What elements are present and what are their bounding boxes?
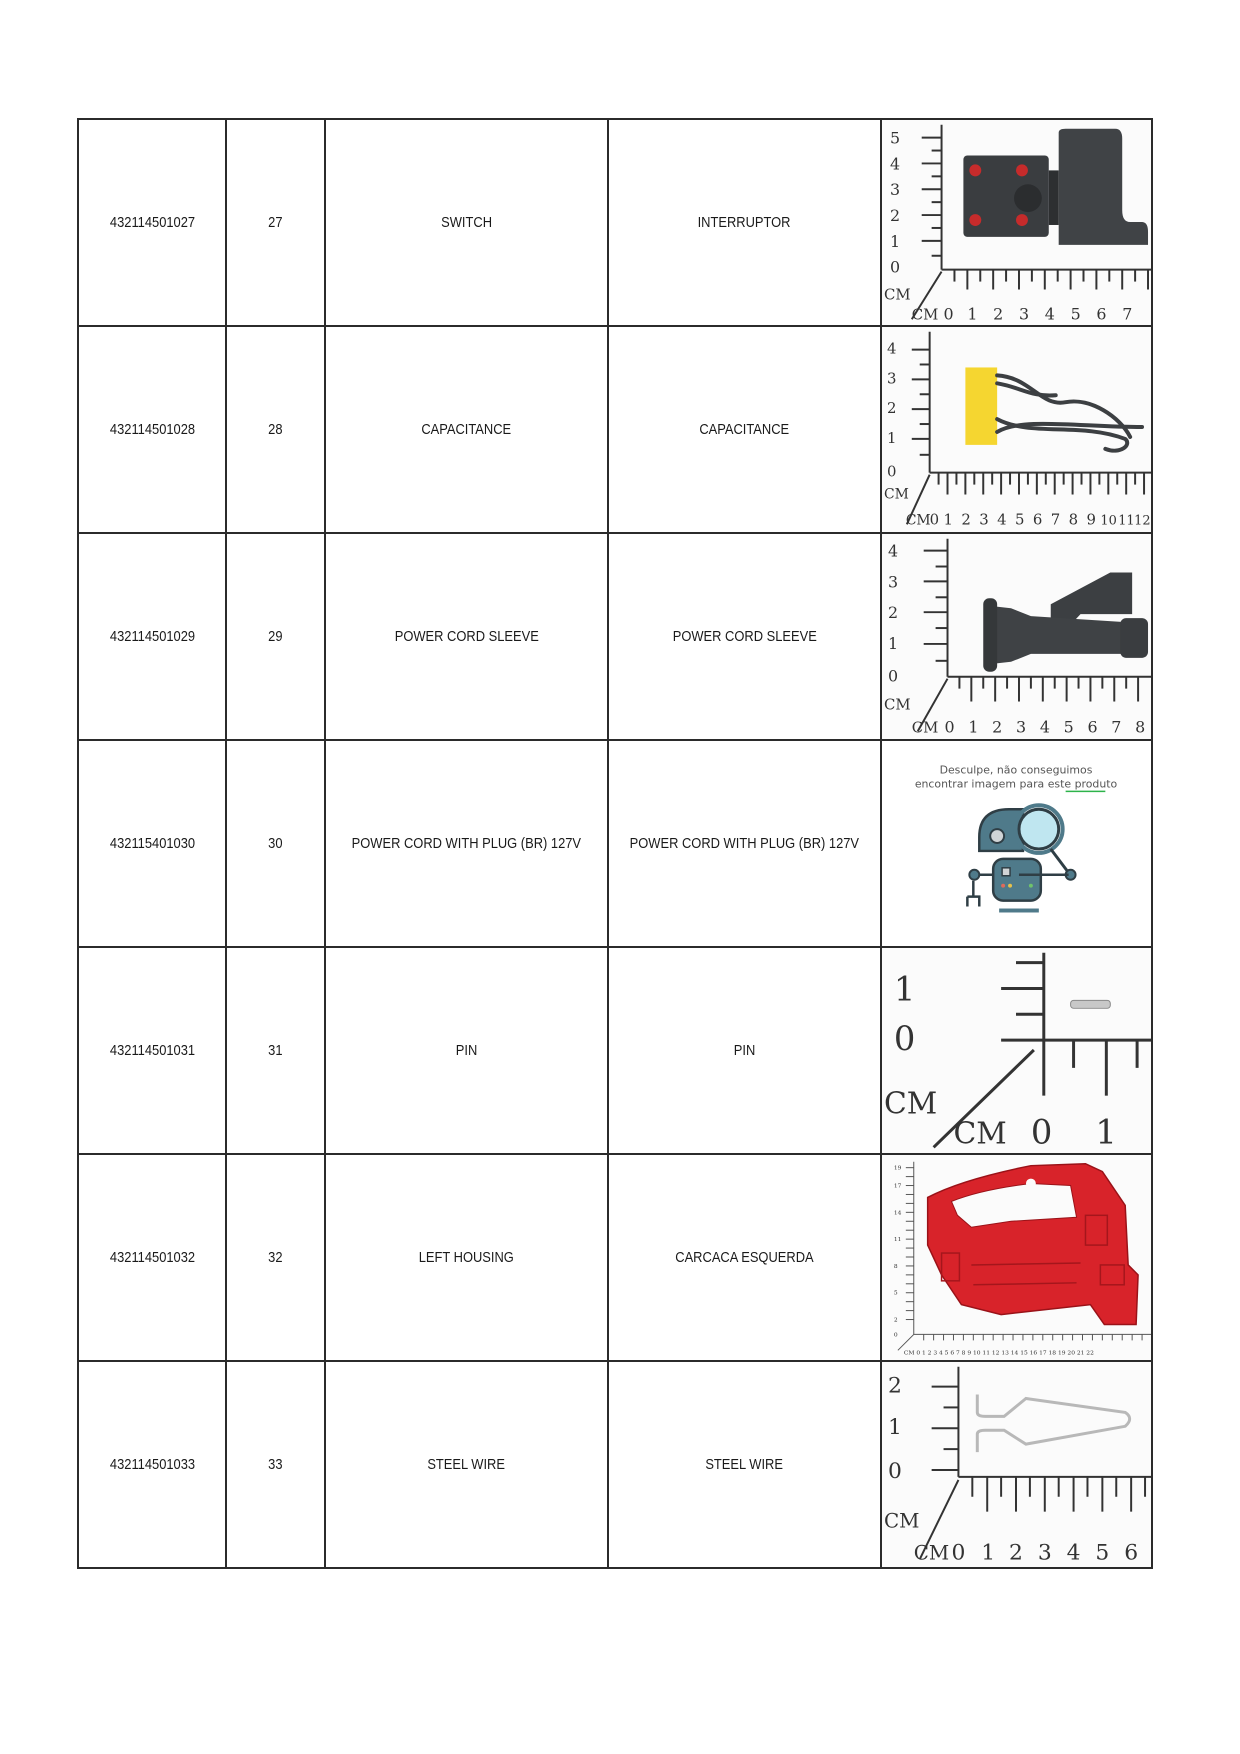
svg-text:8: 8: [893, 1262, 898, 1270]
image-placeholder-cell: [881, 740, 1152, 947]
svg-text:CM 0 1 2 3 4 5 6 7 8: CM 0 1 2 3 4 5 6 7 8 9 10 11 12 13 14 15 16 17 18 19 20 21 22: [903, 1349, 1094, 1357]
svg-text:7: 7: [1122, 304, 1133, 324]
svg-text:CM: CM: [883, 1086, 938, 1122]
table-row: [78, 326, 1152, 533]
part-name-pt: CARCACA ESQUERDA: [675, 1249, 814, 1266]
name-en-cell: [325, 1154, 608, 1361]
name-en-cell: [325, 947, 608, 1154]
svg-text:CM: CM: [911, 718, 939, 737]
svg-text:3: 3: [1037, 1540, 1052, 1566]
svg-text:9: 9: [1086, 510, 1096, 529]
item-number-cell: [226, 119, 325, 326]
svg-text:3: 3: [1018, 304, 1030, 324]
svg-text:4: 4: [1039, 717, 1050, 737]
item-number: 31: [268, 1042, 283, 1059]
name-en-cell: [325, 326, 608, 533]
item-number: 28: [268, 421, 283, 438]
svg-text:0: 0: [887, 666, 899, 686]
name-pt-cell: [608, 947, 881, 1154]
name-en-cell: [325, 119, 608, 326]
part-code: 432114501029: [109, 628, 195, 645]
svg-text:0: 0: [929, 510, 940, 529]
svg-text:14: 14: [893, 1209, 902, 1217]
svg-text:5: 5: [1070, 304, 1081, 324]
name-en-cell: [325, 740, 608, 947]
svg-text:3: 3: [887, 572, 899, 592]
svg-text:0: 0: [893, 1019, 916, 1059]
capacitor-photo: [882, 327, 1151, 532]
produto-link: produto: [1074, 777, 1118, 791]
svg-text:0: 0: [944, 717, 955, 737]
svg-text:2: 2: [992, 717, 1003, 737]
table-row: [78, 1154, 1152, 1361]
part-code-cell: [78, 740, 226, 947]
name-pt-cell: [608, 1154, 881, 1361]
name-pt-cell: [608, 533, 881, 740]
item-number-cell: [226, 740, 325, 947]
part-name-pt: POWER CORD WITH PLUG (BR) 127V: [629, 835, 860, 852]
svg-text:CM: CM: [913, 1541, 950, 1565]
svg-text:CM: CM: [883, 1509, 920, 1533]
svg-text:1: 1: [887, 633, 899, 653]
svg-text:3: 3: [1016, 717, 1027, 737]
svg-text:6: 6: [1124, 1540, 1139, 1566]
svg-text:1: 1: [886, 428, 897, 447]
svg-text:CM: CM: [883, 486, 909, 503]
steel-wire-photo: [882, 1362, 1151, 1567]
svg-text:1: 1: [943, 510, 954, 529]
svg-text:4: 4: [886, 339, 897, 358]
placeholder-line2: encontrar imagem para este produto: [914, 777, 1118, 791]
svg-text:3: 3: [889, 180, 901, 200]
svg-text:1: 1: [893, 969, 916, 1009]
pin-photo: [882, 948, 1151, 1153]
name-pt-cell: [608, 119, 881, 326]
svg-text:7: 7: [1050, 510, 1061, 529]
part-code-cell: [78, 1361, 226, 1568]
svg-text:2: 2: [886, 399, 897, 418]
table-row: [78, 1361, 1152, 1568]
svg-text:3: 3: [979, 510, 989, 529]
svg-text:3: 3: [886, 369, 897, 388]
svg-text:1: 1: [887, 1415, 902, 1441]
svg-text:CM: CM: [883, 285, 911, 304]
part-code: 432114501031: [109, 1042, 195, 1059]
item-number: 27: [268, 214, 283, 231]
name-pt-cell: [608, 740, 881, 947]
svg-text:4: 4: [1044, 304, 1055, 324]
item-number: 32: [268, 1249, 283, 1266]
part-image-cell: [881, 533, 1152, 740]
switch-photo: [882, 120, 1151, 325]
svg-text:2: 2: [1009, 1540, 1023, 1566]
part-code-cell: [78, 1154, 226, 1361]
item-number-cell: [226, 1361, 325, 1568]
left-housing-photo: [882, 1155, 1151, 1360]
svg-text:0: 0: [893, 1331, 898, 1339]
svg-text:2: 2: [893, 1316, 898, 1324]
svg-text:10: 10: [1100, 513, 1117, 529]
part-image-cell: [881, 326, 1152, 533]
table-row: [78, 119, 1152, 326]
item-number-cell: [226, 533, 325, 740]
part-image-cell: [881, 1361, 1152, 1568]
svg-text:0: 0: [887, 1458, 902, 1484]
svg-text:7: 7: [1111, 717, 1122, 737]
svg-text:0: 0: [951, 1540, 966, 1566]
svg-text:4: 4: [889, 154, 901, 174]
svg-text:4: 4: [887, 541, 899, 561]
part-code: 432114501032: [109, 1249, 195, 1266]
part-name-pt: INTERRUPTOR: [698, 214, 791, 231]
part-name-pt: POWER CORD SLEEVE: [672, 628, 817, 645]
svg-text:12: 12: [1134, 513, 1151, 529]
part-name-en: SWITCH: [441, 214, 492, 231]
part-code-cell: [78, 533, 226, 740]
svg-text:2: 2: [993, 304, 1004, 324]
svg-text:1: 1: [968, 717, 979, 737]
part-image-cell: [881, 119, 1152, 326]
svg-text:6: 6: [1087, 717, 1098, 737]
svg-text:CM: CM: [905, 512, 931, 529]
svg-text:0: 0: [889, 257, 901, 277]
svg-text:CM: CM: [953, 1116, 1007, 1152]
svg-text:4: 4: [997, 510, 1007, 529]
svg-text:19: 19: [893, 1164, 902, 1172]
svg-text:1: 1: [981, 1540, 996, 1566]
part-code: 432114501027: [109, 214, 195, 231]
part-code-cell: [78, 947, 226, 1154]
part-name-pt: STEEL WIRE: [705, 1456, 784, 1473]
svg-text:2: 2: [889, 206, 901, 226]
part-code: 432115401030: [109, 835, 195, 852]
svg-text:11: 11: [1118, 513, 1135, 529]
no-image-placeholder: [882, 741, 1151, 946]
svg-text:1: 1: [967, 304, 978, 324]
part-code: 432114501033: [109, 1456, 195, 1473]
power-cord-sleeve-photo: [882, 534, 1151, 739]
item-number-cell: [226, 1154, 325, 1361]
table-row: [78, 533, 1152, 740]
svg-text:6: 6: [1096, 304, 1107, 324]
part-image-cell: [881, 947, 1152, 1154]
svg-text:8: 8: [1068, 510, 1079, 529]
svg-text:4: 4: [1066, 1540, 1081, 1566]
name-pt-cell: [608, 326, 881, 533]
name-pt-cell: [608, 1361, 881, 1568]
part-name-en: STEEL WIRE: [427, 1456, 506, 1473]
svg-text:1: 1: [1095, 1112, 1117, 1152]
part-name-en: CAPACITANCE: [421, 421, 512, 438]
part-name-en: POWER CORD SLEEVE: [394, 628, 539, 645]
name-en-cell: [325, 533, 608, 740]
svg-text:2: 2: [961, 510, 971, 529]
svg-text:5: 5: [1063, 717, 1074, 737]
svg-text:5: 5: [889, 128, 901, 148]
item-number: 29: [268, 628, 283, 645]
placeholder-line1: Desculpe, não conseguimos: [939, 763, 1093, 777]
part-name-en: PIN: [455, 1042, 478, 1059]
part-name-pt: PIN: [733, 1042, 756, 1059]
table-row: [78, 947, 1152, 1154]
item-number-cell: [226, 326, 325, 533]
svg-text:2: 2: [887, 1373, 902, 1399]
table-row: [78, 740, 1152, 947]
item-number-cell: [226, 947, 325, 1154]
svg-text:0: 0: [1030, 1112, 1053, 1152]
svg-text:CM: CM: [911, 305, 939, 324]
part-code-cell: [78, 119, 226, 326]
svg-text:6: 6: [1032, 510, 1043, 529]
svg-text:11: 11: [893, 1236, 902, 1244]
item-number: 30: [268, 835, 283, 852]
part-code: 432114501028: [109, 421, 195, 438]
item-number: 33: [268, 1456, 283, 1473]
name-en-cell: [325, 1361, 608, 1568]
robot-magnifier-icon: [967, 805, 1075, 912]
svg-text:CM: CM: [883, 695, 911, 714]
svg-text:8: 8: [1135, 717, 1146, 737]
svg-text:0: 0: [943, 304, 954, 324]
svg-text:5: 5: [893, 1289, 898, 1297]
svg-text:17: 17: [893, 1182, 902, 1190]
svg-text:0: 0: [886, 462, 897, 481]
svg-text:1: 1: [889, 231, 901, 251]
part-code-cell: [78, 326, 226, 533]
svg-text:5: 5: [1095, 1540, 1110, 1566]
part-name-pt: CAPACITANCE: [699, 421, 790, 438]
svg-text:2: 2: [887, 603, 899, 623]
svg-text:5: 5: [1015, 510, 1025, 529]
part-image-cell: [881, 1154, 1152, 1361]
part-name-en: POWER CORD WITH PLUG (BR) 127V: [351, 835, 582, 852]
part-name-en: LEFT HOUSING: [418, 1249, 515, 1266]
parts-table: [77, 118, 1153, 1569]
